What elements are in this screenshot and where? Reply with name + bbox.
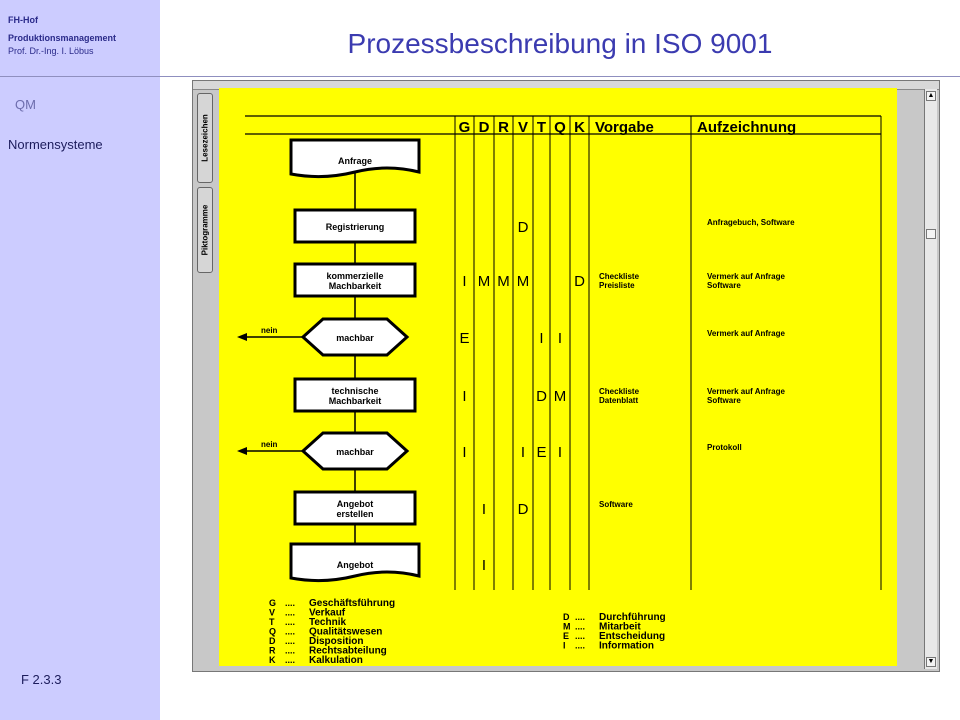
aufzeichnung-text: Software — [707, 396, 741, 405]
responsibility-mark: M — [497, 273, 510, 290]
legend-key: M — [563, 621, 571, 632]
document-page — [219, 88, 897, 666]
responsibility-mark: D — [517, 219, 529, 236]
legend-key: T — [269, 617, 275, 627]
legend-separator: .... — [285, 617, 296, 627]
legend-separator: .... — [285, 655, 296, 665]
responsibility-mark: I — [539, 330, 544, 347]
step-label: Registrierung — [325, 222, 385, 232]
legend-separator: .... — [285, 626, 296, 637]
vorgabe-text: Preisliste — [599, 281, 635, 290]
step-label: machbar — [336, 447, 374, 457]
legend-separator: .... — [285, 636, 296, 646]
legend-text: Rechtsabteilung — [309, 645, 387, 657]
aufzeichnung-text: Anfragebuch, Software — [707, 218, 795, 227]
legend-text: Mitarbeit — [599, 621, 641, 633]
responsibility-mark: I — [462, 273, 467, 290]
responsibility-mark: I — [557, 444, 563, 461]
aufzeichnung-text: Vermerk auf Anfrage — [707, 272, 785, 281]
responsibility-mark: D — [517, 501, 529, 518]
legend-text: Disposition — [309, 636, 364, 647]
legend-text: Verkauf — [309, 607, 346, 619]
responsibility-mark: I — [481, 501, 487, 518]
legend-key: V — [269, 607, 276, 618]
legend-separator: .... — [575, 631, 586, 641]
vertical-scrollbar[interactable] — [924, 89, 937, 669]
process-table — [219, 88, 897, 666]
responsibility-mark: I — [481, 557, 487, 574]
legend-text: Qualitätswesen — [309, 626, 383, 638]
legend-text: Technik — [309, 617, 347, 628]
vorgabe-text: Checkliste — [599, 387, 640, 396]
column-header: T — [536, 119, 547, 136]
legend-separator: .... — [285, 598, 296, 608]
sidebar-item-normensysteme[interactable]: Normensysteme — [8, 137, 103, 152]
responsibility-mark: I — [462, 388, 467, 405]
legend-key: E — [563, 631, 570, 641]
responsibility-mark: I — [520, 444, 526, 461]
tab-lesezeichen-label: Lesezeichen — [200, 114, 210, 162]
step-label: Machbarkeit — [328, 281, 382, 291]
nein-label: nein — [261, 326, 278, 335]
aufzeichnung-text: Protokoll — [707, 443, 742, 452]
column-header: Q — [554, 119, 566, 136]
professor-name: Prof. Dr.-Ing. I. Löbus — [8, 46, 94, 56]
legend-text: Geschäftsführung — [309, 598, 396, 609]
vorgabe-text: Datenblatt — [599, 396, 639, 405]
slide-number: F 2.3.3 — [21, 672, 62, 687]
nein-arrow-head — [237, 333, 247, 341]
sidebar — [0, 0, 160, 720]
step-label: Angebot — [336, 499, 374, 509]
scroll-thumb[interactable] — [926, 229, 936, 239]
step-label: technische — [331, 386, 379, 396]
sidebar-item-qm[interactable]: QM — [15, 97, 36, 112]
tab-piktogramme-label: Piktogramme — [200, 204, 210, 256]
responsibility-mark: M — [553, 388, 567, 405]
legend-key: D — [269, 636, 276, 646]
aufzeichnung-text: Vermerk auf Anfrage — [707, 387, 785, 396]
legend-text: Durchführung — [599, 612, 666, 623]
org-name: FH-Hof — [8, 15, 38, 25]
nein-arrow-head — [237, 447, 247, 455]
step-label: Angebot — [336, 560, 374, 570]
aufzeichnung-header: Aufzeichnung — [697, 119, 797, 136]
step-label: erstellen — [336, 509, 374, 519]
legend-separator: .... — [575, 621, 586, 632]
legend-key: R — [269, 645, 276, 656]
column-header: R — [498, 119, 509, 136]
responsibility-mark: E — [459, 330, 470, 347]
scroll-up-icon[interactable]: ▲ — [927, 92, 935, 99]
aufzeichnung-text: Vermerk auf Anfrage — [707, 329, 785, 338]
aufzeichnung-text: Software — [707, 281, 741, 290]
step-label: kommerzielle — [326, 271, 384, 281]
department-name: Produktionsmanagement — [8, 33, 117, 43]
legend-separator: .... — [575, 612, 586, 622]
vorgabe-header: Vorgabe — [595, 119, 654, 136]
responsibility-mark: M — [477, 273, 491, 290]
legend-key: D — [563, 612, 570, 622]
nein-label: nein — [261, 440, 278, 449]
legend-key: I — [563, 640, 566, 651]
flow-step — [237, 433, 407, 469]
step-label: machbar — [336, 333, 374, 343]
legend-separator: .... — [285, 645, 296, 656]
legend-key: Q — [269, 626, 277, 637]
column-header: G — [458, 119, 471, 136]
tab-piktogramme[interactable] — [197, 187, 213, 273]
legend-text: Information — [599, 640, 654, 652]
responsibility-mark: E — [536, 444, 547, 461]
responsibility-mark: M — [516, 273, 530, 290]
column-header: D — [478, 119, 490, 136]
legend-text: Entscheidung — [599, 631, 666, 642]
responsibility-mark: I — [462, 444, 467, 461]
column-header: V — [517, 119, 529, 136]
column-header: K — [574, 119, 585, 136]
scroll-down-icon[interactable]: ▼ — [927, 658, 935, 665]
vorgabe-text: Software — [599, 500, 633, 509]
responsibility-mark: I — [557, 330, 563, 347]
legend-text: Kalkulation — [309, 655, 363, 666]
tab-lesezeichen[interactable] — [197, 93, 213, 183]
legend-key: K — [269, 655, 276, 665]
legend-key: G — [269, 598, 277, 608]
vorgabe-text: Checkliste — [599, 272, 640, 281]
header-divider — [0, 76, 960, 77]
flow-step — [237, 319, 407, 355]
responsibility-mark: D — [574, 273, 585, 290]
legend-separator: .... — [575, 640, 586, 651]
step-label: Machbarkeit — [328, 396, 382, 406]
step-label: Anfrage — [337, 156, 373, 166]
responsibility-mark: D — [536, 388, 547, 405]
page-title: Prozessbeschreibung in ISO 9001 — [347, 28, 773, 59]
legend-separator: .... — [285, 607, 296, 618]
